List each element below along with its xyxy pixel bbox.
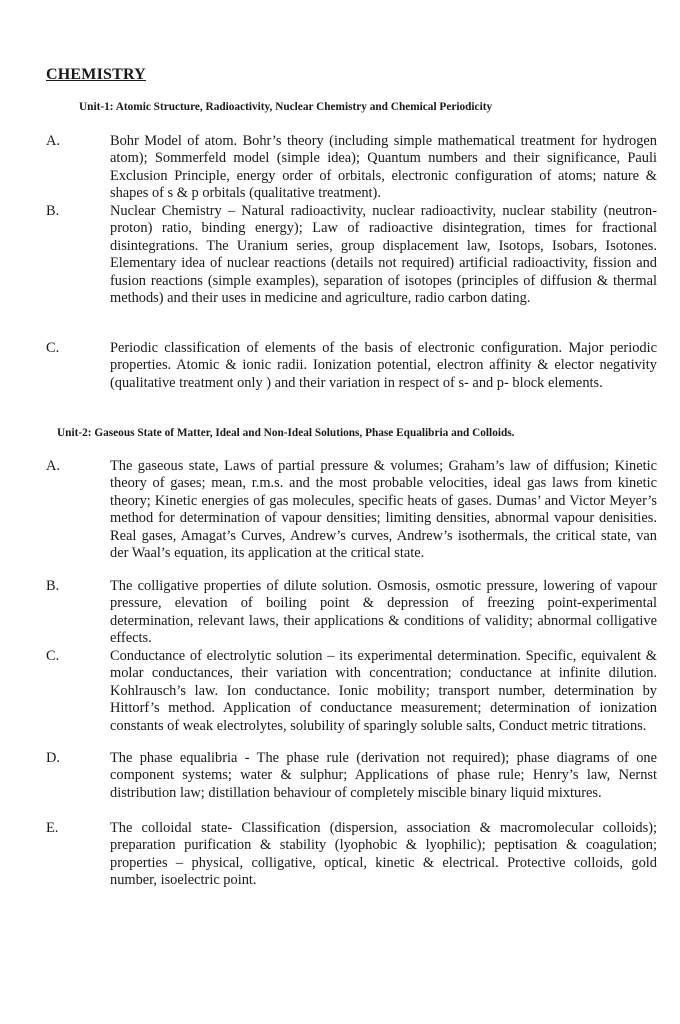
item-text: Conductance of electrolytic solution – its experimental determination. Specific, equivalent & molar conductances, their variation with concentration; conductance at infinite dilution. Kohlrausch’s law. Ion conductance. Ionic mobility; transport number, determination by Hittorf’s method. Application of conductance measurement; determination of ionization constants of weak electrolytes, solubility of sparingly soluble salts, Conduct metric titrations.	[110, 648, 657, 734]
item-letter: E.	[46, 820, 59, 836]
unit-2-heading: Unit-2: Gaseous State of Matter, Ideal and Non-Ideal Solutions, Phase Equalibria and Colloids.	[57, 427, 515, 439]
unit-1-heading: Unit-1: Atomic Structure, Radioactivity, Nuclear Chemistry and Chemical Periodicity	[79, 101, 493, 113]
item-text: Nuclear Chemistry – Natural radioactivity, nuclear radioactivity, nuclear stability (neutron-proton) ratio, binding energy); Law of radioactive disintegration, times for fractional disintegrations. The Uranium series, group displacement law, Isotops, Isobars, Isotones. Elementary idea of nuclear reactions (details not required) artificial radioactivity, fission and fusion reactions (simple examples), separation of isotopes (principles of diffusion & thermal methods) and their uses in medicine and agriculture, radio carbon dating.	[110, 203, 657, 307]
item-text: Periodic classification of elements of the basis of electronic configuration. Major periodic properties. Atomic & ionic radii. Ionization potential, electron affinity & elector negativity (qualitative treatment only ) and their variation in respect of s- and p- block elements.	[110, 340, 657, 391]
item-letter: C.	[46, 340, 60, 356]
item-letter: D.	[46, 750, 60, 766]
item-text: The gaseous state, Laws of partial pressure & volumes; Graham’s law of diffusion; Kinetic theory of gases; mean, r.m.s. and the most probable velocities, ideal gas laws from kinetic theory; Kinetic energies of gas molecules, specific heats of gases. Dumas’ and Victor Meyer’s method for determination of vapour densities; limiting densities, abnormal vapour denisities. Real gases, Amagat’s Curves, Andrew’s curves, Andrew’s isothermals, the critical state, van der Waal’s equation, its application at the critical state.	[110, 458, 657, 562]
item-text: The colligative properties of dilute solution. Osmosis, osmotic pressure, lowering of vapour pressure, elevation of boiling point & depression of freezing point-experimental determination, relevant laws, their applications & conditions of validity; abnormal colligative effects.	[110, 578, 657, 647]
item-letter: C.	[46, 648, 60, 664]
item-letter: A.	[46, 458, 60, 474]
item-text: The colloidal state- Classification (dispersion, association & macromolecular colloids); preparation purification & stability (lyophobic & lyophilic); peptisation & coagulation; properties – physical, colligative, optical, kinetic & electrical. Protective colloids, gold number, isoelectric point.	[110, 820, 657, 889]
item-letter: B.	[46, 203, 60, 219]
item-text: The phase equalibria - The phase rule (derivation not required); phase diagrams of one component systems; water & sulphur; Applications of phase rule; Henry’s law, Nernst distribution law; distillation behaviour of completely miscible binary liquid mixtures.	[110, 750, 657, 801]
item-letter: A.	[46, 133, 60, 149]
item-letter: B.	[46, 578, 60, 594]
item-text: Bohr Model of atom. Bohr’s theory (including simple mathematical treatment for hydrogen atom); Sommerfeld model (simple idea); Quantum numbers and their significance, Pauli Exclusion Principle, energy order of orbitals, electronic configuration of atoms; nature & shapes of s & p orbitals (qualitative treatment).	[110, 133, 657, 202]
page-title: CHEMISTRY	[46, 66, 146, 83]
